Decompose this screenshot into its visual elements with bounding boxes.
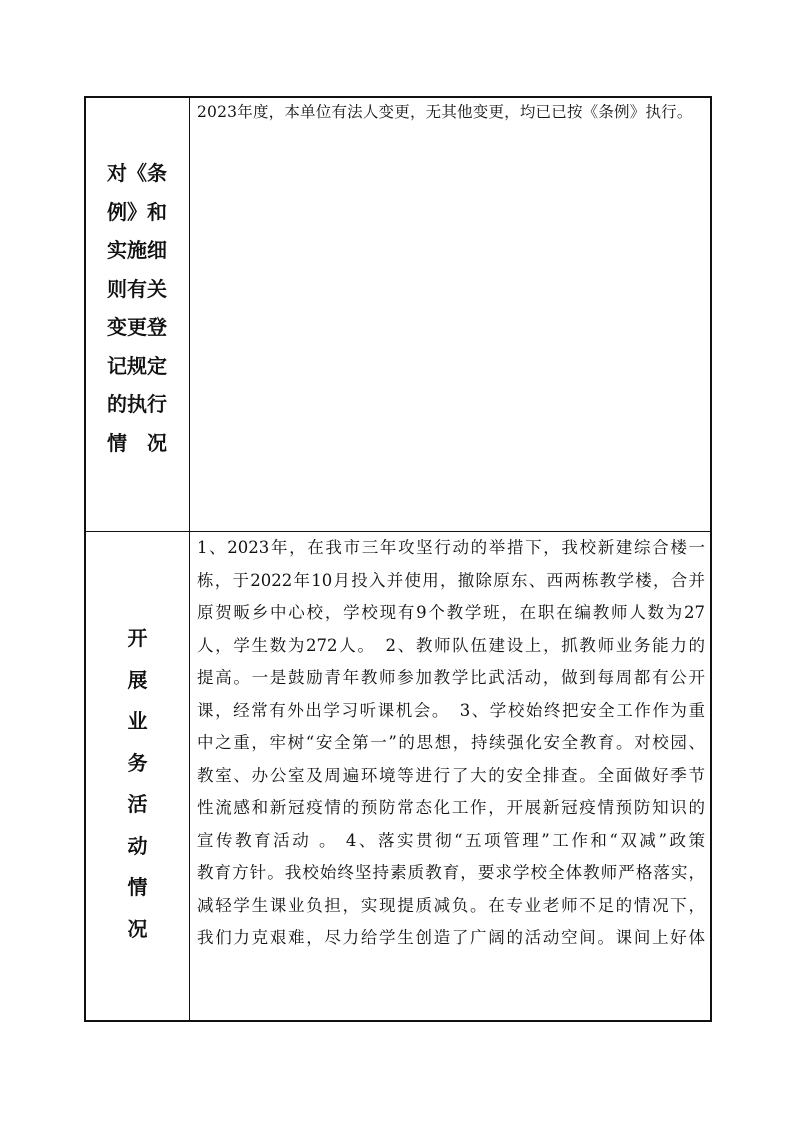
label-line: 变更登 xyxy=(107,315,167,339)
label-char: 动 xyxy=(127,833,148,858)
row-label-regulation-execution xyxy=(92,154,182,462)
content-line: 原贺畈乡中心校，学校现有9个教学班，在职在编教师人数为27 xyxy=(197,603,705,622)
regulation-execution-content: 2023年度，本单位有法人变更，无其他变更，均已已按《条例》执行。 xyxy=(197,103,693,121)
label-char: 活 xyxy=(127,792,148,816)
content-line: 中之重，牢树“安全第一”的思想，持续强化安全教育。对校园、 xyxy=(197,733,705,752)
label-char: 业 xyxy=(127,709,148,733)
business-activities-content xyxy=(197,531,705,955)
column-divider xyxy=(189,98,190,1020)
content-line: 教育方针。我校始终坚持素质教育，要求学校全体教师严格落实， xyxy=(197,863,705,882)
label-line: 记规定 xyxy=(107,353,167,378)
label-line: 情 况 xyxy=(107,430,167,455)
label-char: 况 xyxy=(127,916,148,941)
content-line: 减轻学生课业负担，实现提质减负。在专业老师不足的情况下， xyxy=(197,895,705,915)
content-line: 教室、办公室及周遍环境等进行了大的安全排查。全面做好季节 xyxy=(197,765,705,785)
label-line: 例》和 xyxy=(107,199,167,224)
content-line: 我们力克艰难，尽力给学生创造了广阔的活动空间。课间上好体 xyxy=(197,928,705,947)
label-char: 务 xyxy=(127,750,148,775)
label-char: 情 xyxy=(127,875,148,899)
content-line: 1、2023年，在我市三年攻坚行动的举措下，我校新建综合楼一 xyxy=(197,538,705,557)
row-label-business-activities xyxy=(86,618,189,950)
content-line: 性流感和新冠疫情的预防常态化工作，开展新冠疫情预防知识的 xyxy=(197,798,705,817)
label-line: 的执行 xyxy=(107,392,167,416)
report-table xyxy=(84,96,712,1022)
label-line: 实施细 xyxy=(107,238,167,262)
label-line: 对《条 xyxy=(107,161,167,185)
content-line: 提高。一是鼓励青年教师参加教学比武活动，做到每周都有公开 xyxy=(197,668,705,687)
content-line: 栋，于2022年10月投入并使用，撤除原东、西两栋教学楼，合并 xyxy=(197,570,705,590)
content-line: 人，学生数为272人。 2、教师队伍建设上，抓教师业务能力的 xyxy=(197,635,705,655)
content-line: 课，经常有外出学习听课机会。 3、学校始终把安全工作作为重 xyxy=(197,700,705,720)
content-line: 宣传教育活动 。 4、落实贯彻“五项管理”工作和“双减”政策 xyxy=(197,830,705,850)
label-char: 开 xyxy=(127,626,148,650)
label-char: 展 xyxy=(127,667,148,692)
label-line: 则有关 xyxy=(107,276,167,301)
